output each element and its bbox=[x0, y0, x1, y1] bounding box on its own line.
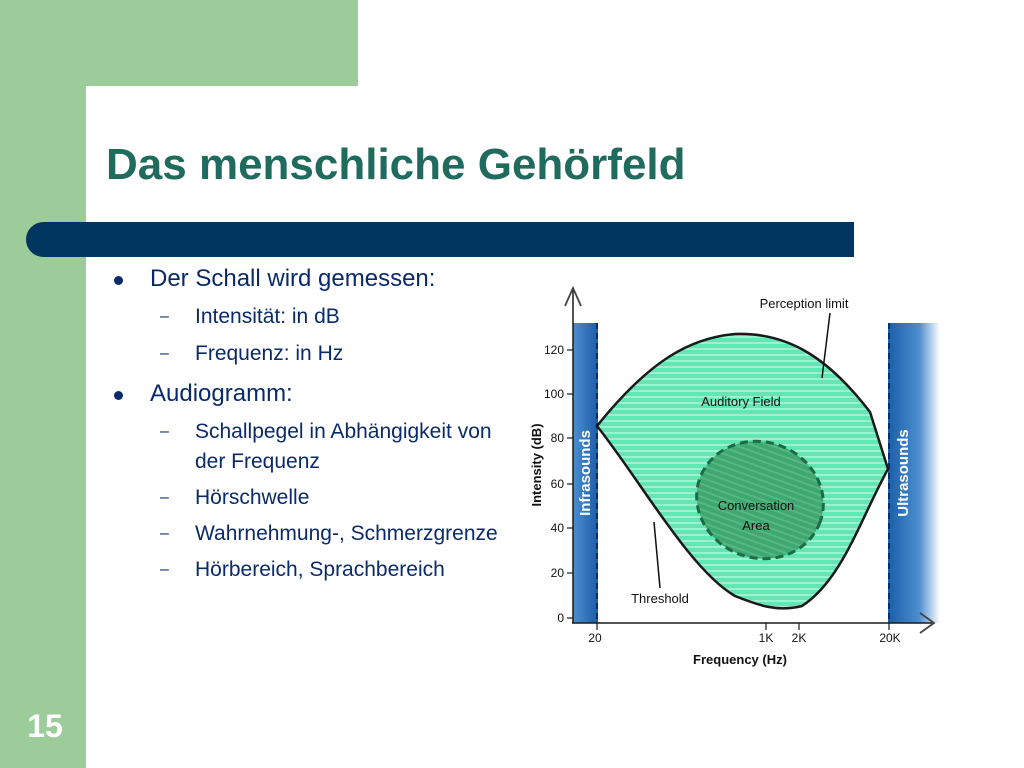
x-tick-label: 1K bbox=[758, 631, 774, 645]
ultrasounds-label: Ultrasounds bbox=[895, 429, 912, 517]
y-axis-label: Intensity (dB) bbox=[529, 423, 544, 507]
sub-bullet-text: Hörschwelle bbox=[195, 486, 310, 509]
x-tick-label: 20K bbox=[879, 631, 901, 645]
bullet-text: Audiogramm: bbox=[150, 380, 293, 407]
auditory-field-label: Auditory Field bbox=[701, 394, 781, 409]
slide-title: Das menschliche Gehörfeld bbox=[106, 140, 686, 189]
x-tick-label: 20 bbox=[588, 631, 602, 645]
y-tick-label: 60 bbox=[550, 477, 564, 491]
y-tick-label: 40 bbox=[550, 521, 564, 535]
x-axis-label: Frequency (Hz) bbox=[693, 652, 787, 667]
sub-bullet-text: Hörbereich, Sprachbereich bbox=[195, 558, 445, 581]
perception-limit-label: Perception limit bbox=[759, 296, 849, 311]
conversation-area-label: Conversation bbox=[717, 498, 795, 513]
bullet-text: Der Schall wird gemessen: bbox=[150, 265, 436, 292]
slide-number: 15 bbox=[27, 708, 63, 744]
conversation-area-label-line2: Area bbox=[742, 518, 770, 533]
y-tick-label: 120 bbox=[543, 343, 564, 357]
dash-icon: – bbox=[160, 489, 169, 506]
dash-icon: – bbox=[160, 525, 169, 542]
dash-icon: – bbox=[160, 561, 169, 578]
dash-icon: – bbox=[160, 308, 169, 325]
dash-icon: – bbox=[160, 423, 169, 440]
y-tick-label: 100 bbox=[543, 387, 564, 401]
y-tick-label: 20 bbox=[550, 566, 564, 580]
dash-icon: – bbox=[160, 345, 169, 362]
x-tick-label: 2K bbox=[791, 631, 807, 645]
sub-bullet-text: Wahrnehmung-, Schmerzgrenze bbox=[195, 522, 498, 545]
y-tick-label: 80 bbox=[550, 431, 564, 445]
threshold-label: Threshold bbox=[631, 591, 689, 606]
y-tick-label: 0 bbox=[557, 611, 564, 625]
sub-bullet-text: Schallpegel in Abhängigkeit von der Frequenz bbox=[195, 420, 492, 473]
infrasounds-label: Infrasounds bbox=[577, 430, 594, 516]
sub-bullet-text: Frequenz: in Hz bbox=[195, 342, 344, 365]
sub-bullet-text: Intensität: in dB bbox=[195, 305, 340, 328]
